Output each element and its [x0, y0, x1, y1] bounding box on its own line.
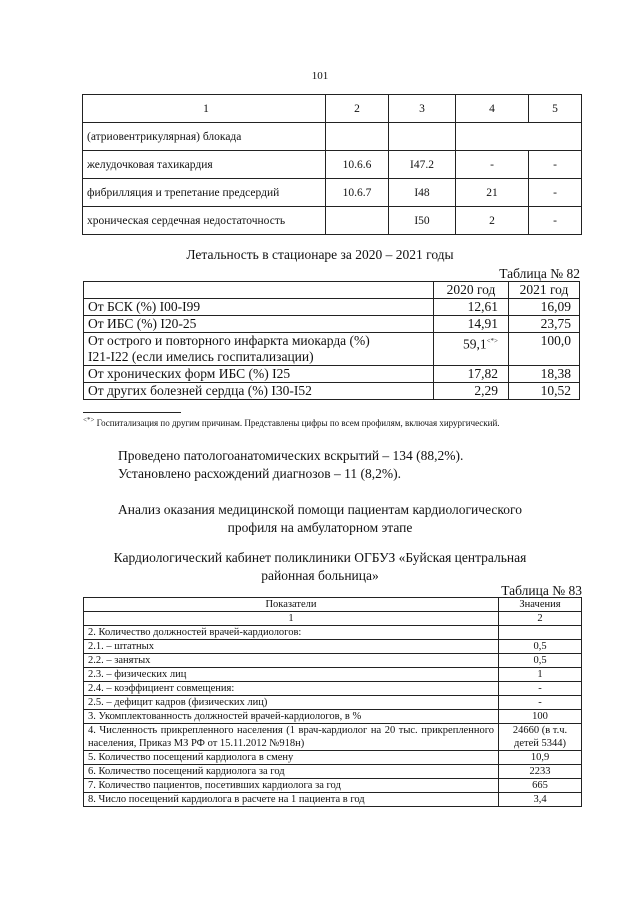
row-value: 10,9 — [499, 751, 582, 765]
table-row — [84, 299, 580, 316]
table-cell: - — [529, 207, 582, 235]
table-cell: I50 — [389, 207, 456, 235]
header-cell: 2020 год — [434, 282, 509, 299]
row-label: 2. Количество должностей врачей-кардиологов: — [84, 626, 499, 640]
cardiology-cabinet-table — [83, 597, 582, 807]
row-label: 8. Число посещений кардиолога в расчете на 1 пациента в год — [84, 793, 499, 807]
table-row — [84, 668, 582, 682]
row-label: От БСК (%) I00-I99 — [84, 299, 434, 316]
table-cell — [389, 123, 456, 151]
autopsy-line-1: Проведено патологоанатомических вскрытий – 134 (88,2%). — [118, 448, 464, 463]
table-cell — [529, 123, 582, 151]
page-number: 101 — [311, 70, 329, 82]
table-cell: - — [456, 151, 529, 179]
value-text: 59,1 — [462, 336, 487, 352]
mortality-table — [83, 281, 580, 400]
table-row — [84, 765, 582, 779]
footnote-marker: <*> — [83, 416, 95, 424]
row-label: 7. Количество пациентов, посетивших кардиолога за год — [84, 779, 499, 793]
table-83-label: Таблица № 83 — [501, 583, 582, 598]
table-row — [84, 333, 580, 366]
header-cell: 1 — [83, 95, 326, 123]
mortality-heading: Летальность в стационаре за 2020 – 2021 годы — [186, 247, 454, 262]
autopsy-line-2: Установлено расхождений диагнозов – 11 (8,2%). — [118, 466, 402, 481]
row-value: 0,5 — [499, 640, 582, 654]
table-cell: фибрилляция и трепетание предсердий — [83, 179, 326, 207]
table-header-row — [84, 598, 582, 612]
table-row — [84, 316, 580, 333]
value-2021: 100,0 — [509, 333, 580, 366]
row-value: - — [499, 682, 582, 696]
cabinet-title-line-1: Кардиологический кабинет поликлиники ОГБУЗ «Буйская центральная — [113, 550, 527, 565]
header-cell: 2 — [499, 612, 582, 626]
row-label: От ИБС (%) I20-25 — [84, 316, 434, 333]
row-label: От других болезней сердца (%) I30-I52 — [84, 383, 434, 400]
table-row — [84, 710, 582, 724]
footnote-divider — [83, 412, 181, 413]
value-2021: 10,52 — [509, 383, 580, 400]
header-cell: 3 — [389, 95, 456, 123]
row-label-line1: От острого и повторного инфаркта миокарда (%) — [88, 333, 370, 348]
header-cell: 5 — [529, 95, 582, 123]
row-label: 2.3. – физических лиц — [84, 668, 499, 682]
value-2021: 23,75 — [509, 316, 580, 333]
table-cell: (атриовентрикулярная) блокада — [83, 123, 326, 151]
row-value: 665 — [499, 779, 582, 793]
value-2020: 14,91 — [434, 316, 509, 333]
table-row — [83, 123, 582, 151]
table-row — [84, 383, 580, 400]
table-row — [84, 654, 582, 668]
row-value — [499, 626, 582, 640]
table-row — [84, 696, 582, 710]
cabinet-title-line-2: районная больница» — [261, 568, 379, 583]
row-value: 1 — [499, 668, 582, 682]
row-label: 6. Количество посещений кардиолога за год — [84, 765, 499, 779]
row-label: 2.5. – дефицит кадров (физических лиц) — [84, 696, 499, 710]
analysis-title-line-1: Анализ оказания медицинской помощи пациентам кардиологического — [118, 502, 522, 517]
row-label: 3. Укомплектованность должностей врачей-кардиологов, в % — [84, 710, 499, 724]
table-cell: 10.6.6 — [326, 151, 389, 179]
row-value: 2233 — [499, 765, 582, 779]
row-value: 24660 (в т.ч. детей 5344) — [499, 724, 582, 751]
table-row — [83, 151, 582, 179]
table-row — [84, 724, 582, 751]
footnote — [83, 416, 603, 428]
analysis-title-line-2: профиля на амбулаторном этапе — [227, 520, 413, 535]
table-cell: - — [529, 179, 582, 207]
table-cell: 10.6.7 — [326, 179, 389, 207]
footnote-text: Госпитализация по другим причинам. Представлены цифры по всем профилям, включая хирургический. — [94, 418, 500, 428]
table-cell: хроническая сердечная недостаточность — [83, 207, 326, 235]
row-label: 2.4. – коэффициент совмещения: — [84, 682, 499, 696]
table-row — [84, 779, 582, 793]
table-row — [83, 207, 582, 235]
table-row — [83, 179, 582, 207]
table-82-label: Таблица № 82 — [499, 266, 580, 281]
header-cell: 1 — [84, 612, 499, 626]
header-cell: Показатели — [84, 598, 499, 612]
table-row — [84, 751, 582, 765]
row-label: 2.1. – штатных — [84, 640, 499, 654]
table-header-row — [83, 95, 582, 123]
row-label-line2: I21-I22 (если имелись госпитализации) — [88, 349, 314, 364]
table-cell: 2 — [456, 207, 529, 235]
header-cell-empty — [84, 282, 434, 299]
table-cell — [326, 207, 389, 235]
row-label: 4. Численность прикрепленного населения (1 врач-кардиолог на 20 тыс. прикрепленного населения, Приказ МЗ РФ от 15.11.2012 №918н) — [84, 724, 499, 751]
value-2021: 18,38 — [509, 366, 580, 383]
row-label — [84, 333, 434, 366]
table-cell: I48 — [389, 179, 456, 207]
row-value: 3,4 — [499, 793, 582, 807]
table-number-row — [84, 612, 582, 626]
diagnosis-table — [82, 94, 582, 235]
row-value: 0,5 — [499, 654, 582, 668]
table-row — [84, 626, 582, 640]
table-cell: I47.2 — [389, 151, 456, 179]
value-2020: 2,29 — [434, 383, 509, 400]
table-cell — [456, 123, 529, 151]
table-cell — [326, 123, 389, 151]
footnote-marker: <*> — [486, 337, 498, 345]
header-cell: Значения — [499, 598, 582, 612]
value-2020: 12,61 — [434, 299, 509, 316]
header-cell: 2021 год — [509, 282, 580, 299]
row-label: 2.2. – занятых — [84, 654, 499, 668]
table-row — [84, 793, 582, 807]
table-row — [84, 682, 582, 696]
table-cell: - — [529, 151, 582, 179]
table-header-row — [84, 282, 580, 299]
header-cell: 4 — [456, 95, 529, 123]
row-label: От хронических форм ИБС (%) I25 — [84, 366, 434, 383]
row-value: - — [499, 696, 582, 710]
value-2021: 16,09 — [509, 299, 580, 316]
row-value: 100 — [499, 710, 582, 724]
row-label: 5. Количество посещений кардиолога в смену — [84, 751, 499, 765]
value-2020 — [434, 333, 509, 366]
value-2020: 17,82 — [434, 366, 509, 383]
table-cell: желудочковая тахикардия — [83, 151, 326, 179]
table-row — [84, 640, 582, 654]
header-cell: 2 — [326, 95, 389, 123]
table-cell: 21 — [456, 179, 529, 207]
table-row — [84, 366, 580, 383]
